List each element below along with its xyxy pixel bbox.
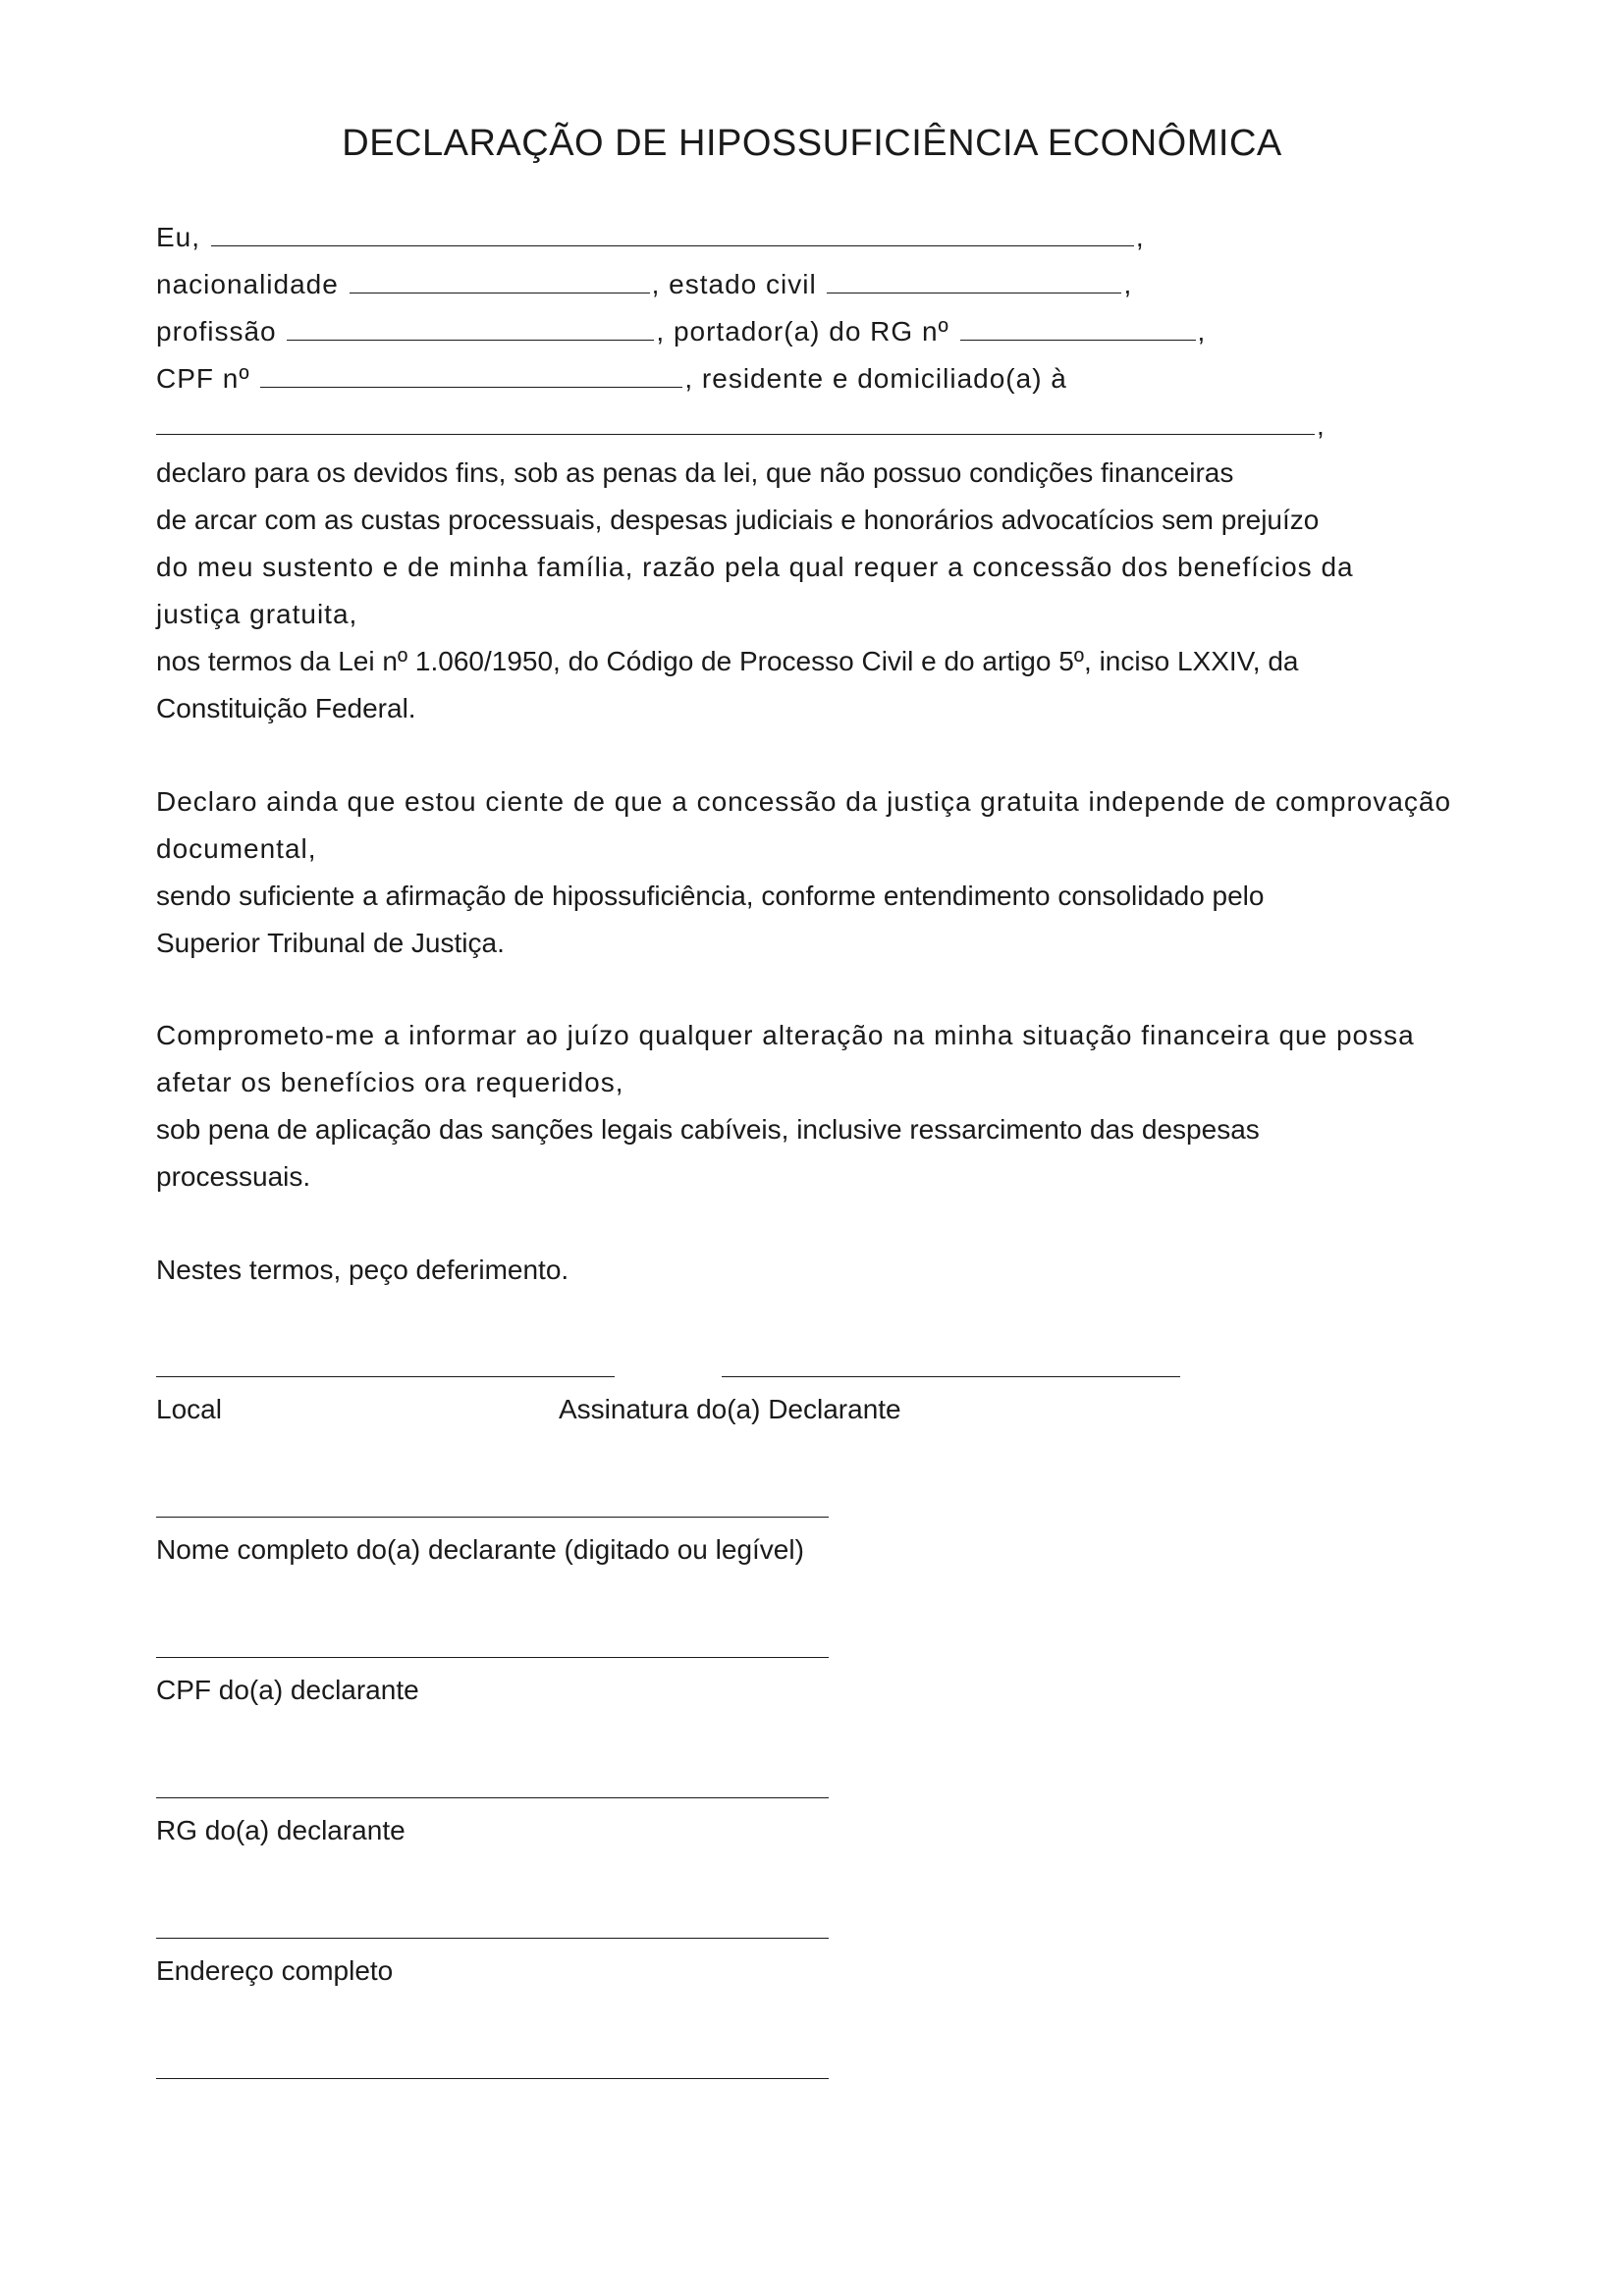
declarant-signature-line[interactable] [722,1376,1180,1377]
comma: , [1123,269,1133,299]
form-line-name [156,218,1145,257]
form-line-cpf [156,359,1067,399]
form-label-eu: Eu, [156,222,201,252]
paragraph1-line: declaro para os devidos fins, sob as penas da lei, que não possuo condições financeiras [156,457,1234,488]
rg-line[interactable] [156,1797,829,1798]
paragraph1-line: de arcar com as custas processuais, despesas judiciais e honorários advocatícios sem prejuízo [156,505,1320,535]
paragraph2-line: documental, [156,833,317,864]
paragraph2-line: sendo suficiente a afirmação de hipossuficiência, conforme entendimento consolidado pelo [156,881,1265,911]
paragraph1-line: justiça gratuita, [156,599,358,629]
comma: , [1135,222,1145,252]
paragraph3-line: Comprometo-me a informar ao juízo qualquer alteração na minha situação financeira que possa [156,1020,1415,1050]
paragraph1-line: Constituição Federal. [156,693,416,723]
cpf-line[interactable] [156,1657,829,1658]
local-signature-line[interactable] [156,1376,615,1377]
name-blank-field[interactable] [211,220,1134,246]
cpf-label: CPF do(a) declarante [156,1675,419,1705]
form-line-nationality [156,265,1132,304]
paragraph1-line: nos termos da Lei nº 1.060/1950, do Código de Processo Civil e do artigo 5º, inciso LXXIV, da [156,646,1299,676]
full-name-line[interactable] [156,1517,829,1518]
nationality-blank-field[interactable] [350,267,650,294]
paragraph1-line: do meu sustento e de minha família, razão pela qual requer a concessão dos benefícios da [156,552,1354,582]
paragraph3-line: afetar os benefícios ora requeridos, [156,1067,624,1097]
form-line-profession [156,312,1206,351]
form-label-marital-status: , estado civil [651,269,817,299]
comma: , [1317,410,1325,441]
signature-label: Assinatura do(a) Declarante [559,1394,901,1424]
full-name-label: Nome completo do(a) declarante (digitado ou legível) [156,1534,804,1565]
form-label-residence: , residente e domiciliado(a) à [684,363,1067,394]
document-title: DECLARAÇÃO DE HIPOSSUFICIÊNCIA ECONÔMICA [342,123,1282,164]
address-label: Endereço completo [156,1955,394,1986]
paragraph3-line: sob pena de aplicação das sanções legais cabíveis, inclusive ressarcimento das despesas [156,1114,1260,1145]
form-line-address [156,406,1325,446]
full-address-line[interactable] [156,1938,829,1939]
comma: , [1197,316,1207,347]
form-label-rg: , portador(a) do RG nº [656,316,949,347]
paragraph2-line: Declaro ainda que estou ciente de que a concessão da justiça gratuita independe de comprovação [156,786,1452,817]
form-label-nationality: nacionalidade [156,269,339,299]
address-blank-field[interactable] [156,408,1315,435]
profession-blank-field[interactable] [287,314,654,341]
local-label: Local [156,1394,222,1424]
marital-status-blank-field[interactable] [827,267,1121,294]
form-label-profession: profissão [156,316,277,347]
form-label-cpf: CPF nº [156,363,250,394]
closing-text: Nestes termos, peço deferimento. [156,1255,569,1285]
rg-blank-field[interactable] [960,314,1196,341]
paragraph2-line: Superior Tribunal de Justiça. [156,928,505,958]
rg-label: RG do(a) declarante [156,1815,406,1845]
extra-blank-line[interactable] [156,2078,829,2079]
paragraph3-line: processuais. [156,1161,311,1192]
cpf-blank-field[interactable] [260,361,682,388]
